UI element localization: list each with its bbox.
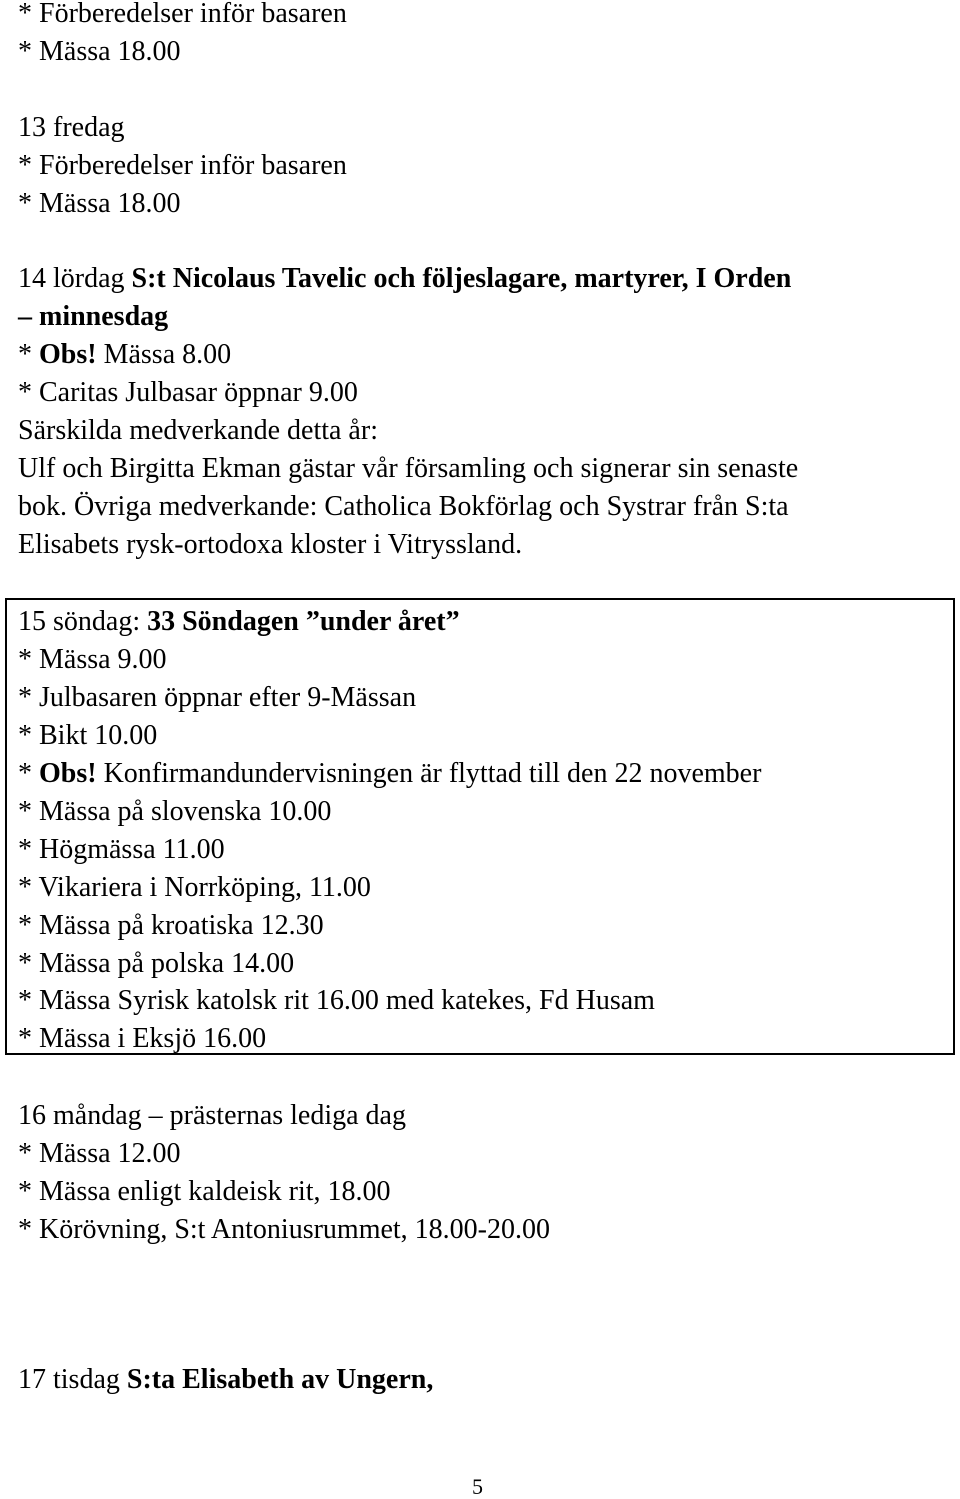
obs-label: Obs! xyxy=(39,758,97,789)
text-line: * Mässa 18.00 xyxy=(18,188,181,219)
text-line: * Bikt 10.00 xyxy=(18,720,158,751)
obs-text: Mässa 8.00 xyxy=(96,339,232,370)
day-heading-14 xyxy=(18,261,791,297)
text-line: * Körövning, S:t Antoniusrummet, 18.00-20.00 xyxy=(18,1214,550,1245)
text-line: * Mässa på slovenska 10.00 xyxy=(18,796,332,827)
text-line: * Mässa på kroatiska 12.30 xyxy=(18,910,324,941)
day-label: 17 tisdag xyxy=(18,1364,127,1395)
page-number: 5 xyxy=(472,1474,483,1499)
text-line: Elisabets rysk-ortodoxa kloster i Vitryssland. xyxy=(18,529,523,560)
day-heading-17 xyxy=(18,1362,433,1398)
text-line: * Mässa 12.00 xyxy=(18,1138,181,1169)
obs-label: Obs! xyxy=(39,339,97,370)
text-line: * Förberedelser inför basaren xyxy=(18,150,347,181)
text-line: bok. Övriga medverkande: Catholica Bokförlag och Systrar från S:ta xyxy=(18,491,789,522)
feast-title: S:ta Elisabeth av Ungern, xyxy=(126,1364,434,1395)
day-label: 15 söndag: xyxy=(18,606,148,637)
text-line xyxy=(18,337,231,373)
day-heading-15 xyxy=(18,604,460,640)
sunday-title: 33 Söndagen ”under året” xyxy=(147,606,460,637)
text-line: * Förberedelser inför basaren xyxy=(18,0,347,29)
day-heading-16: 16 måndag – prästernas lediga dag xyxy=(18,1100,406,1131)
text-line: * Caritas Julbasar öppnar 9.00 xyxy=(18,377,358,408)
text-line: Särskilda medverkande detta år: xyxy=(18,415,378,446)
day-heading-13: 13 fredag xyxy=(18,112,125,143)
feast-title: S:t Nicolaus Tavelic och följeslagare, martyrer, I Orden xyxy=(131,263,792,294)
day-label: 14 lördag xyxy=(18,263,132,294)
text-line: * Vikariera i Norrköping, 11.00 xyxy=(18,872,371,903)
text-line: * Högmässa 11.00 xyxy=(18,834,225,865)
text-line xyxy=(18,756,761,792)
text-line: * Mässa 9.00 xyxy=(18,644,167,675)
obs-text: Konfirmandundervisningen är flyttad till den 22 november xyxy=(96,758,762,789)
text-line: * Mässa på polska 14.00 xyxy=(18,948,295,979)
text-line: * Mässa Syrisk katolsk rit 16.00 med katekes, Fd Husam xyxy=(18,985,655,1016)
bullet: * xyxy=(18,339,39,370)
text-line: * Mässa i Eksjö 16.00 xyxy=(18,1023,267,1054)
bullet: * xyxy=(18,758,39,789)
text-line: Ulf och Birgitta Ekman gästar vår församling och signerar sin senaste xyxy=(18,453,799,484)
feast-rank: – minnesdag xyxy=(18,301,169,332)
text-line: * Mässa 18.00 xyxy=(18,36,181,67)
text-line: * Julbasaren öppnar efter 9-Mässan xyxy=(18,682,417,713)
text-line: * Mässa enligt kaldeisk rit, 18.00 xyxy=(18,1176,391,1207)
